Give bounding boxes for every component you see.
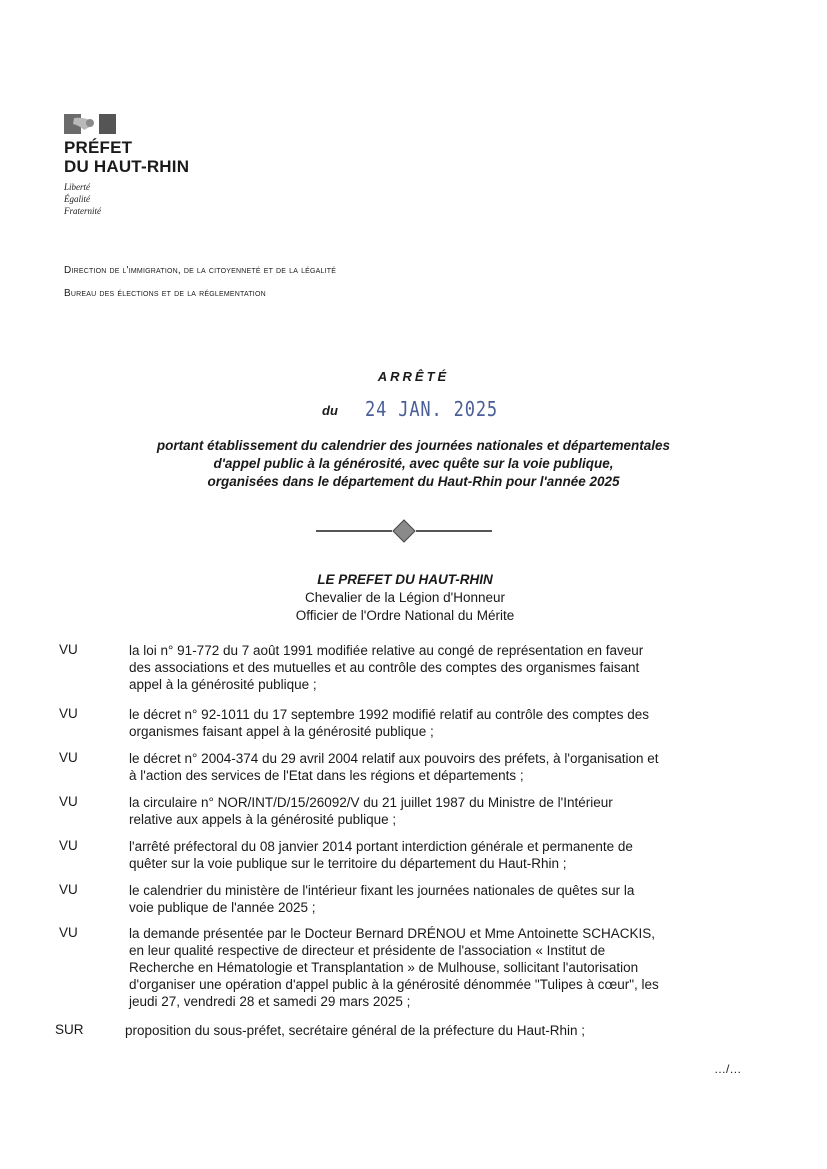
prefet-title: LE PREFET DU HAUT-RHIN [317, 572, 493, 587]
text-line: jeudi 27, vendredi 28 et samedi 29 mars 2025 ; [129, 994, 411, 1009]
motto-liberte: Liberté [64, 182, 90, 192]
subject [0, 437, 827, 491]
text-line: la loi n° 91-772 du 7 août 1991 modifiée relative au congé de représentation en faveur [129, 643, 644, 658]
text-line: relative aux appels à la générosité publique ; [129, 812, 397, 827]
date-stamp: 24 JAN. 2025 [365, 397, 499, 421]
considerant-keyword: VU [59, 642, 78, 657]
considerant-keyword: VU [59, 706, 78, 721]
prefet-block [0, 571, 810, 625]
considerant-keyword: VU [59, 838, 78, 853]
text-line: le décret n° 2004-374 du 29 avril 2004 relatif aux pouvoirs des préfets, à l'organisation et [129, 751, 659, 766]
text-line: d'organiser une opération d'appel public à la générosité dénommée "Tulipes à cœur", les [129, 977, 659, 992]
considerant-text [129, 642, 746, 693]
text-line: le décret n° 92-1011 du 17 septembre 1992 modifié relatif au contrôle des comptes des [129, 707, 649, 722]
considerant-text [129, 882, 746, 916]
text-line: l'arrêté préfectoral du 08 janvier 2014 portant interdiction générale et permanente de [129, 839, 633, 854]
considerant-text [129, 706, 746, 740]
prefet-wordmark [64, 138, 189, 176]
subject-line-2: d'appel public à la générosité, avec quête sur la voie publique, [213, 456, 614, 471]
considerant-keyword: VU [59, 794, 78, 809]
bureau-line: Bureau des élections et de la réglementation [64, 288, 266, 299]
text-line: proposition du sous-préfet, secrétaire général de la préfecture du Haut-Rhin ; [125, 1023, 586, 1038]
considerant-keyword: VU [59, 750, 78, 765]
considerant-keyword: VU [59, 925, 78, 940]
date-prefix: du [322, 403, 338, 418]
prefet-line1: PRÉFET [64, 138, 133, 157]
marianne-logo [64, 114, 116, 139]
text-line: la demande présentée par le Docteur Bernard DRÉNOU et Mme Antoinette SCHACKIS, [129, 926, 655, 941]
considerant-text [125, 1022, 742, 1039]
considerant-text [129, 925, 746, 1010]
diamond-icon [393, 520, 415, 542]
motto-fraternite: Fraternité [64, 206, 101, 216]
text-line: voie publique de l'année 2025 ; [129, 900, 316, 915]
motto-egalite: Égalité [64, 194, 90, 204]
text-line: en leur qualité respective de directeur et présidente de l'association « Institut de [129, 943, 606, 958]
text-line: Recherche en Hématologie et Transplantation » de Mulhouse, sollicitant l'autorisation [129, 960, 639, 975]
text-line: organismes faisant appel à la générosité publique ; [129, 724, 434, 739]
considerant-text [129, 750, 746, 784]
subject-line-3: organisées dans le département du Haut-Rhin pour l'année 2025 [207, 474, 620, 489]
text-line: des associations et des mutuelles et au contrôle des comptes des organismes faisant [129, 660, 640, 675]
considerant-text [129, 838, 746, 872]
subject-line-1: portant établissement du calendrier des journées nationales et départementales [156, 438, 671, 453]
text-line: la circulaire n° NOR/INT/D/15/26092/V du 21 juillet 1987 du Ministre de l'Intérieur [129, 795, 613, 810]
considerant-keyword: VU [59, 882, 78, 897]
direction-line: Direction de l'immigration, de la citoyenneté et de la légalité [64, 265, 337, 276]
considerant-keyword: SUR [55, 1022, 84, 1037]
republic-motto [64, 181, 101, 217]
prefet-line2: DU HAUT-RHIN [64, 157, 190, 176]
document-title: ARRÊTÉ [377, 369, 450, 384]
considerant-text [129, 794, 746, 828]
ornamental-divider [316, 519, 492, 543]
text-line: à l'action des services de l'Etat dans les régions et départements ; [129, 768, 524, 783]
text-line: appel à la générosité publique ; [129, 677, 317, 692]
text-line: quêter sur la voie publique sur le territoire du département du Haut-Rhin ; [129, 856, 567, 871]
prefet-honor-1: Chevalier de la Légion d'Honneur [305, 590, 505, 605]
continued-marker: …/… [714, 1062, 742, 1076]
text-line: le calendrier du ministère de l'intérieur fixant les journées nationales de quêtes sur la [129, 883, 635, 898]
marianne-flag-icon [64, 114, 116, 134]
prefet-honor-2: Officier de l'Ordre National du Mérite [295, 608, 515, 623]
